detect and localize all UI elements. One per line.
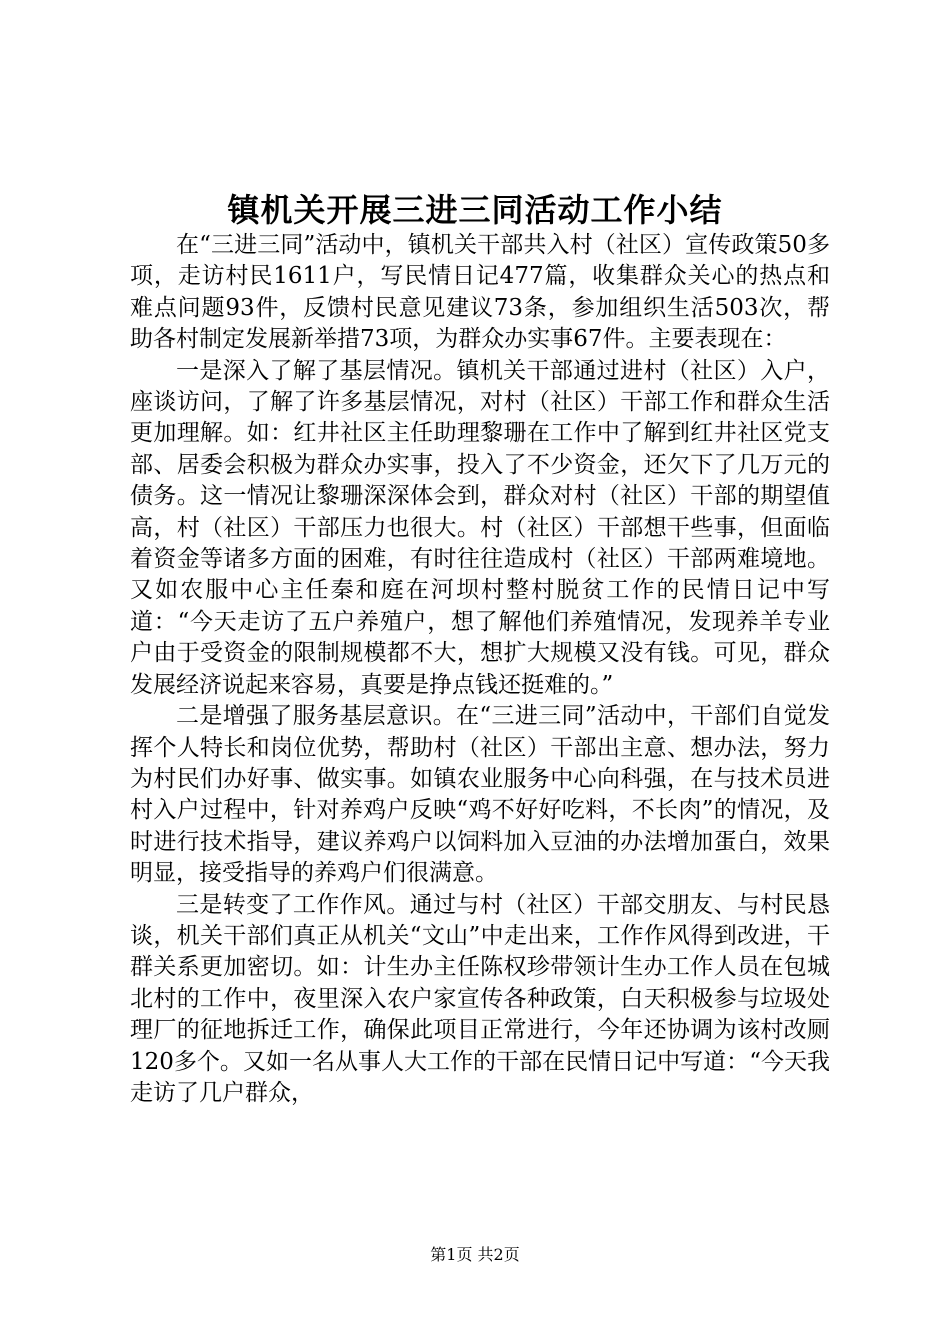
document-title: 镇机关开展三进三同活动工作小结	[227, 191, 723, 229]
document-body	[130, 230, 830, 1109]
page-number-footer: 第1页 共2页	[430, 1245, 520, 1264]
paragraph-point-three: 三是转变了工作作风。通过与村（社区）干部交朋友、与村民恳谈，机关干部们真正从机关“文山”中走出来，工作作风得到改进，干群关系更加密切。如：计生办主任陈权珍带领计生办工作人员在包城北村的工作中，夜里深入农户家宣传各种政策，白天积极参与垃圾处理厂的征地拆迁工作，确保此项目正常进行，今年还协调为该村改厕120多个。又如一名从事人大工作的干部在民情日记中写道：“今天我走访了几户群众，	[130, 891, 830, 1106]
paragraph-point-one: 一是深入了解了基层情况。镇机关干部通过进村（社区）入户，座谈访问，了解了许多基层情况，对村（社区）干部工作和群众生活更加理解。如：红井社区主任助理黎珊在工作中了解到红井社区党支部、居委会积极为群众办实事，投入了不少资金，还欠下了几万元的债务。这一情况让黎珊深深体会到，群众对村（社区）干部的期望值高，村（社区）干部压力也很大。村（社区）干部想干些事，但面临着资金等诸多方面的困难，有时往往造成村（社区）干部两难境地。又如农服中心主任秦和庭在河坝村整村脱贫工作的民情日记中写道：“今天走访了五户养殖户，想了解他们养殖情况，发现养羊专业户由于受资金的限制规模都不大，想扩大规模又没有钱。可见，群众发展经济说起来容易，真要是挣点钱还挺难的。”	[130, 357, 830, 698]
paragraph-point-two: 二是增强了服务基层意识。在“三进三同”活动中，干部们自觉发挥个人特长和岗位优势，帮助村（社区）干部出主意、想办法，努力为村民们办好事、做实事。如镇农业服务中心向科强，在与技术员进村入户过程中，针对养鸡户反映“鸡不好好吃料，不长肉”的情况，及时进行技术指导，建议养鸡户以饲料加入豆油的办法增加蛋白，效果明显，接受指导的养鸡户们很满意。	[130, 703, 830, 887]
paragraph-intro: 在“三进三同”活动中，镇机关干部共入村（社区）宣传政策50多项，走访村民1611户，写民情日记477篇，收集群众关心的热点和难点问题93件，反馈村民意见建议73条，参加组织生活503次，帮助各村制定发展新举措73项，为群众办实事67件。主要表现在：	[130, 232, 830, 353]
